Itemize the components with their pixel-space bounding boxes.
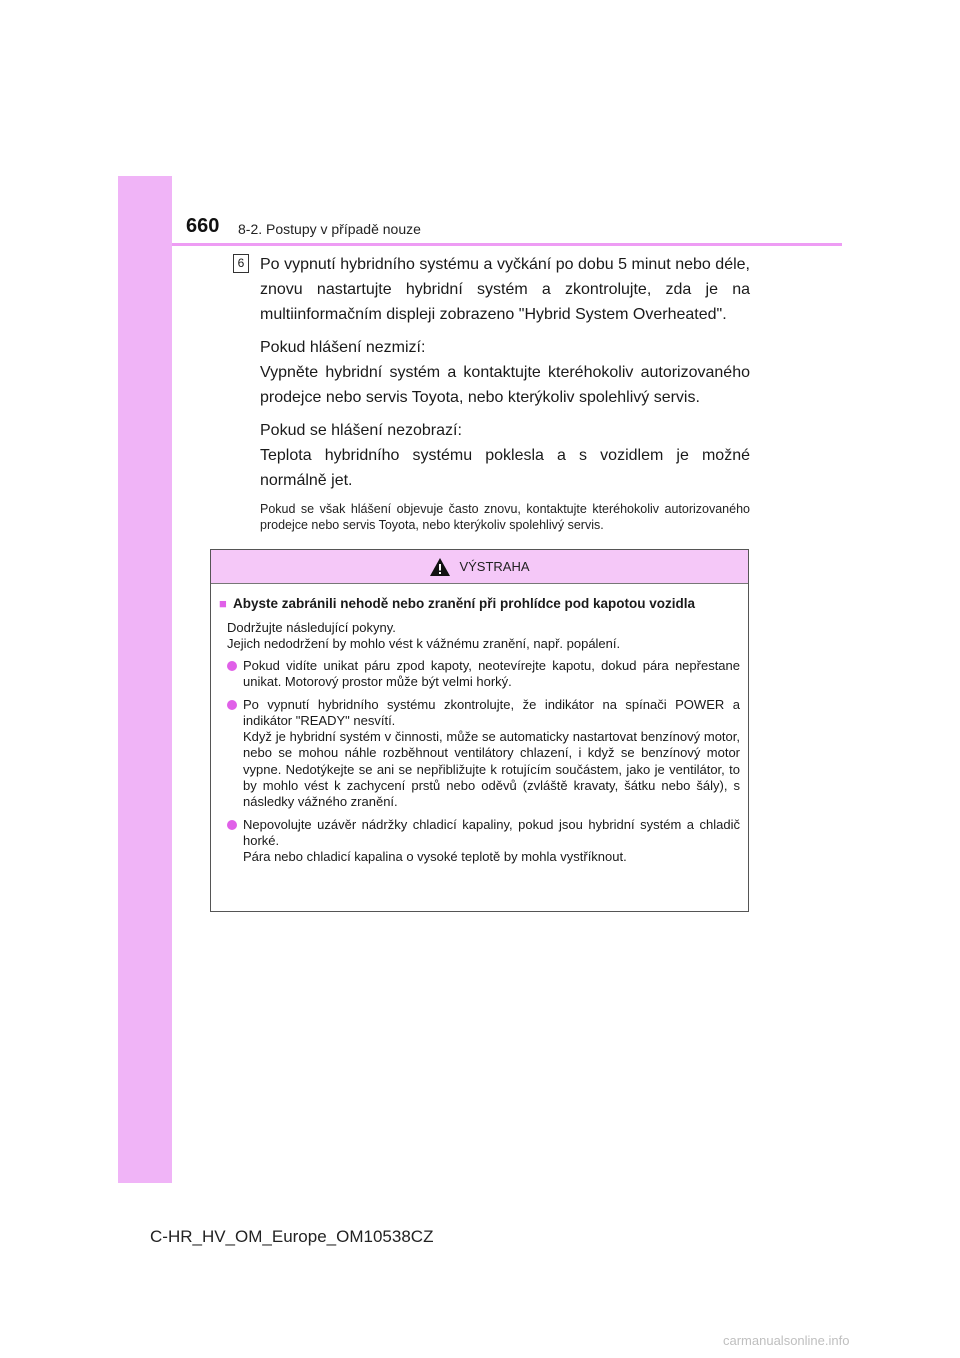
watermark: carmanualsonline.info (723, 1333, 850, 1348)
warning-item-text: Po vypnutí hybridního systému zkontrolujte, že indikátor na spínači POWER a indikátor "READY" nesvítí. (243, 696, 740, 728)
warning-triangle-icon (429, 557, 451, 577)
case-text: Teplota hybridního systému poklesla a s vozidlem je možné normálně jet. (260, 447, 750, 489)
warning-body (211, 584, 748, 866)
warning-intro-line: Dodržujte následující pokyny. (227, 620, 396, 635)
warning-list-item (227, 697, 740, 811)
step-body (260, 252, 750, 533)
section-title: 8-2. Postupy v případě nouze (238, 221, 421, 237)
dot-bullet-icon (227, 661, 237, 671)
warning-list-item (227, 658, 740, 691)
warning-box (210, 549, 749, 912)
warning-title: VÝSTRAHA (459, 559, 530, 574)
step-number-badge: 6 (233, 254, 249, 273)
header-divider (172, 243, 842, 246)
document-code: C-HR_HV_OM_Europe_OM10538CZ (150, 1227, 434, 1246)
warning-heading (219, 596, 740, 612)
square-bullet-icon: ■ (219, 596, 227, 611)
dot-bullet-icon (227, 700, 237, 710)
warning-item-text: Nepovolujte uzávěr nádržky chladicí kapaliny, pokud jsou hybridní systém a chladič horké. (243, 816, 740, 848)
warning-item-detail: Když je hybridní systém v činnosti, může se automaticky nastartovat benzínový motor, nebo se mohou náhle rozběhnout ventilátory chlazení, i když se benzínový motor vypne. Nedotýkejte se ani se nepřibližujte k rotujícím součástem, jako je ventilátor, to by mohlo vést k zachycení prstů nebo oděvů (zvláště kravaty, šátku nebo šály), s následky vážného zranění. (243, 729, 740, 810)
chapter-side-tab (118, 176, 172, 1183)
warning-item-text: Pokud vidíte unikat páru zpod kapoty, neotevírejte kapotu, dokud pára nepřestane unikat. Motorový prostor může být velmi horký. (243, 658, 740, 690)
step-paragraph: Po vypnutí hybridního systému a vyčkání po dobu 5 minut nebo déle, znovu nastartujte hybridní systém a zkontrolujte, zda je na multiinformačním displeji zobrazeno "Hybrid System Overheated". (260, 256, 750, 323)
case-title: Pokud se hlášení nezobrazí: (260, 422, 462, 439)
case-no-change (260, 335, 750, 410)
page-number: 660 (186, 215, 220, 237)
warning-header (211, 550, 748, 584)
warning-list-item (227, 817, 740, 866)
dot-bullet-icon (227, 820, 237, 830)
case-title: Pokud hlášení nezmizí: (260, 339, 426, 356)
warning-heading-text: Abyste zabránili nehodě nebo zranění při prohlídce pod kapotou vozidla (233, 596, 696, 611)
case-cleared (260, 418, 750, 493)
step-note: Pokud se však hlášení objevuje často znovu, kontaktujte kteréhokoliv autorizovaného prodejce nebo servis Toyota, nebo kterýkoliv spolehlivý servis. (260, 502, 750, 532)
case-text: Vypněte hybridní systém a kontaktujte kteréhokoliv autorizovaného prodejce nebo servis Toyota, nebo kterýkoliv spolehlivý servis. (260, 364, 750, 406)
warning-intro-line: Jejich nedodržení by mohlo vést k vážnému zranění, např. popálení. (227, 636, 621, 651)
warning-item-detail: Pára nebo chladicí kapalina o vysoké teplotě by mohla vystříknout. (243, 849, 627, 865)
warning-intro (227, 620, 740, 652)
